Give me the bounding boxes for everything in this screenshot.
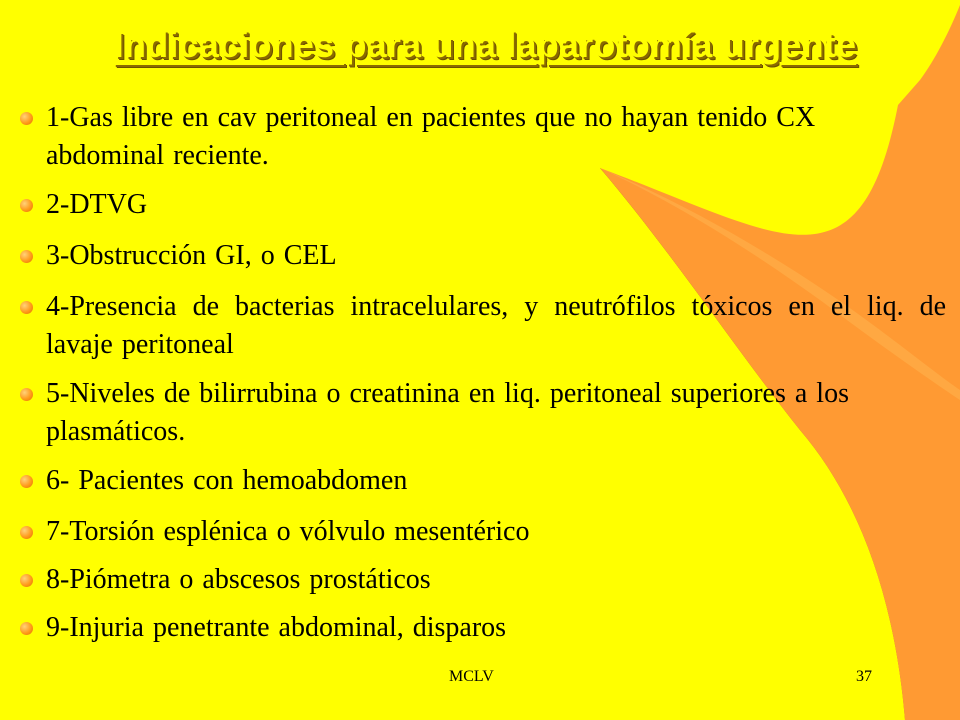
page-number: 37 [856, 668, 872, 685]
list-item [46, 99, 942, 175]
bullet-dot-icon [20, 301, 33, 314]
bullet-dot-icon [20, 199, 33, 212]
list-item [46, 288, 946, 364]
list-item-text: 4-Presencia de bacterias intracelulares, y neutrófilos tóxicos en el liq. de lavaje peritoneal [46, 291, 946, 360]
list-item [46, 513, 942, 551]
bullet-dot-icon [20, 574, 33, 587]
list-item-text: 1-Gas libre en cav peritoneal en pacientes que no hayan tenido CX abdominal reciente. [46, 102, 816, 171]
list-item [46, 561, 942, 599]
bullet-dot-icon [20, 622, 33, 635]
list-item [46, 462, 942, 500]
list-item-text: 2-DTVG [46, 189, 148, 220]
bullet-dot-icon [20, 388, 33, 401]
bullet-dot-icon [20, 112, 33, 125]
list-item [46, 186, 942, 224]
list-item-text: 6- Pacientes con hemoabdomen [46, 465, 408, 496]
list-item [46, 609, 942, 647]
list-item [46, 237, 942, 275]
list-item-text: 3-Obstrucción GI, o CEL [46, 240, 337, 271]
bullet-dot-icon [20, 475, 33, 488]
slide-title: Indicaciones para una laparotomía urgente [113, 24, 857, 65]
list-item-text: 7-Torsión esplénica o vólvulo mesentérico [46, 516, 530, 547]
bullet-dot-icon [20, 250, 33, 263]
list-item-text: 9-Injuria penetrante abdominal, disparos [46, 612, 507, 643]
list-item-text: 8-Piómetra o abscesos prostáticos [46, 564, 431, 595]
list-item [46, 375, 886, 451]
bullet-dot-icon [20, 526, 33, 539]
list-item-text: 5-Niveles de bilirrubina o creatinina en liq. peritoneal superiores a los plasmáticos. [46, 378, 849, 447]
footer-author: MCLV [449, 668, 494, 685]
